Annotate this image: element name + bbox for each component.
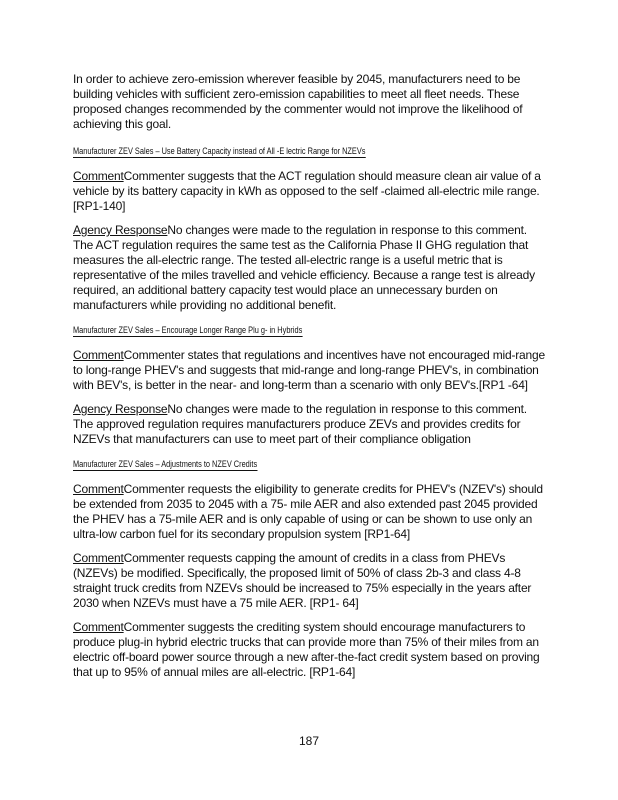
document-body [73,72,545,689]
agency-response-text: No changes were made to the regulation in response to this comment. The ACT regulation requires the same test as the California Phase II GHG regulation that measures the all-electric range. The tested all-electric range is a useful metric that is representative of the miles travelled and vehicle efficiency. Because a range test is already required, an additional battery capacity test would place an unnecessary burden on manufacturers while providing no additional benefit. [73,223,535,312]
comment-label: Comment [73,551,124,565]
comment-paragraph [73,482,545,542]
agency-response-label: Agency Response [73,223,168,237]
comment-label: Comment [73,620,124,634]
comment-text: Commenter suggests that the ACT regulation should measure clean air value of a vehicle by its battery capacity in kWh as opposed to the self -claimed all-electric mile range. [RP1-140] [73,169,541,213]
agency-response-paragraph [73,402,545,447]
section-heading-nzev-credits: Manufacturer ZEV Sales – Adjustments to NZEV Credits [73,459,258,469]
section-heading-battery-capacity: Manufacturer ZEV Sales – Use Battery Capacity instead of All -E lectric Range for NZEVs [73,146,366,156]
comment-label: Comment [73,482,124,496]
agency-response-text: No changes were made to the regulation in response to this comment. The approved regulation requires manufacturers produce ZEVs and provides credits for NZEVs that manufacturers can use to meet part of their compliance obligation [73,402,527,446]
section-heading-longer-range: Manufacturer ZEV Sales – Encourage Longer Range Plu g- in Hybrids [73,325,303,335]
comment-paragraph [73,169,545,214]
comment-text: Commenter suggests the crediting system should encourage manufacturers to produce plug-in hybrid electric trucks that can provide more than 75% of their miles from an electric off-board power source through a new after-the-fact credit system based on proving that up to 95% of annual miles are all-electric. [RP1-64] [73,620,540,679]
page-number: 187 [298,734,320,748]
comment-paragraph [73,348,545,393]
comment-label: Comment [73,169,124,183]
comment-text: Commenter requests the eligibility to generate credits for PHEV's (NZEV's) should be extended from 2035 to 2045 with a 75- mile AER and also extended past 2045 provided the PHEV has a 75-mile AER and is only capable of using or can be shown to use only an ultra-low carbon fuel for its secondary propulsion system [RP1-64] [73,482,543,541]
comment-paragraph [73,551,545,611]
comment-text: Commenter requests capping the amount of credits in a class from PHEVs (NZEVs) be modified. Specifically, the proposed limit of 50% of class 2b-3 and class 4-8 straight truck credits from NZEVs should be increased to 75% especially in the years after 2030 when NZEVs must have a 75 mile AER. [RP1- 64] [73,551,532,610]
intro-paragraph: In order to achieve zero-emission wherever feasible by 2045, manufacturers need to be building vehicles with sufficient zero-emission capabilities to meet all fleet needs. These proposed changes recommended by the commenter would not improve the likelihood of achieving this goal. [73,72,523,131]
comment-label: Comment [73,348,124,362]
comment-text: Commenter states that regulations and incentives have not encouraged mid-range to long-range PHEV's and suggests that mid-range and long-range PHEV's, in combination with BEV's, is better in the near- and long-term than a scenario with only BEV's.[RP1 -64] [73,348,545,392]
agency-response-label: Agency Response [73,402,168,416]
comment-paragraph [73,620,545,680]
agency-response-paragraph [73,223,545,313]
